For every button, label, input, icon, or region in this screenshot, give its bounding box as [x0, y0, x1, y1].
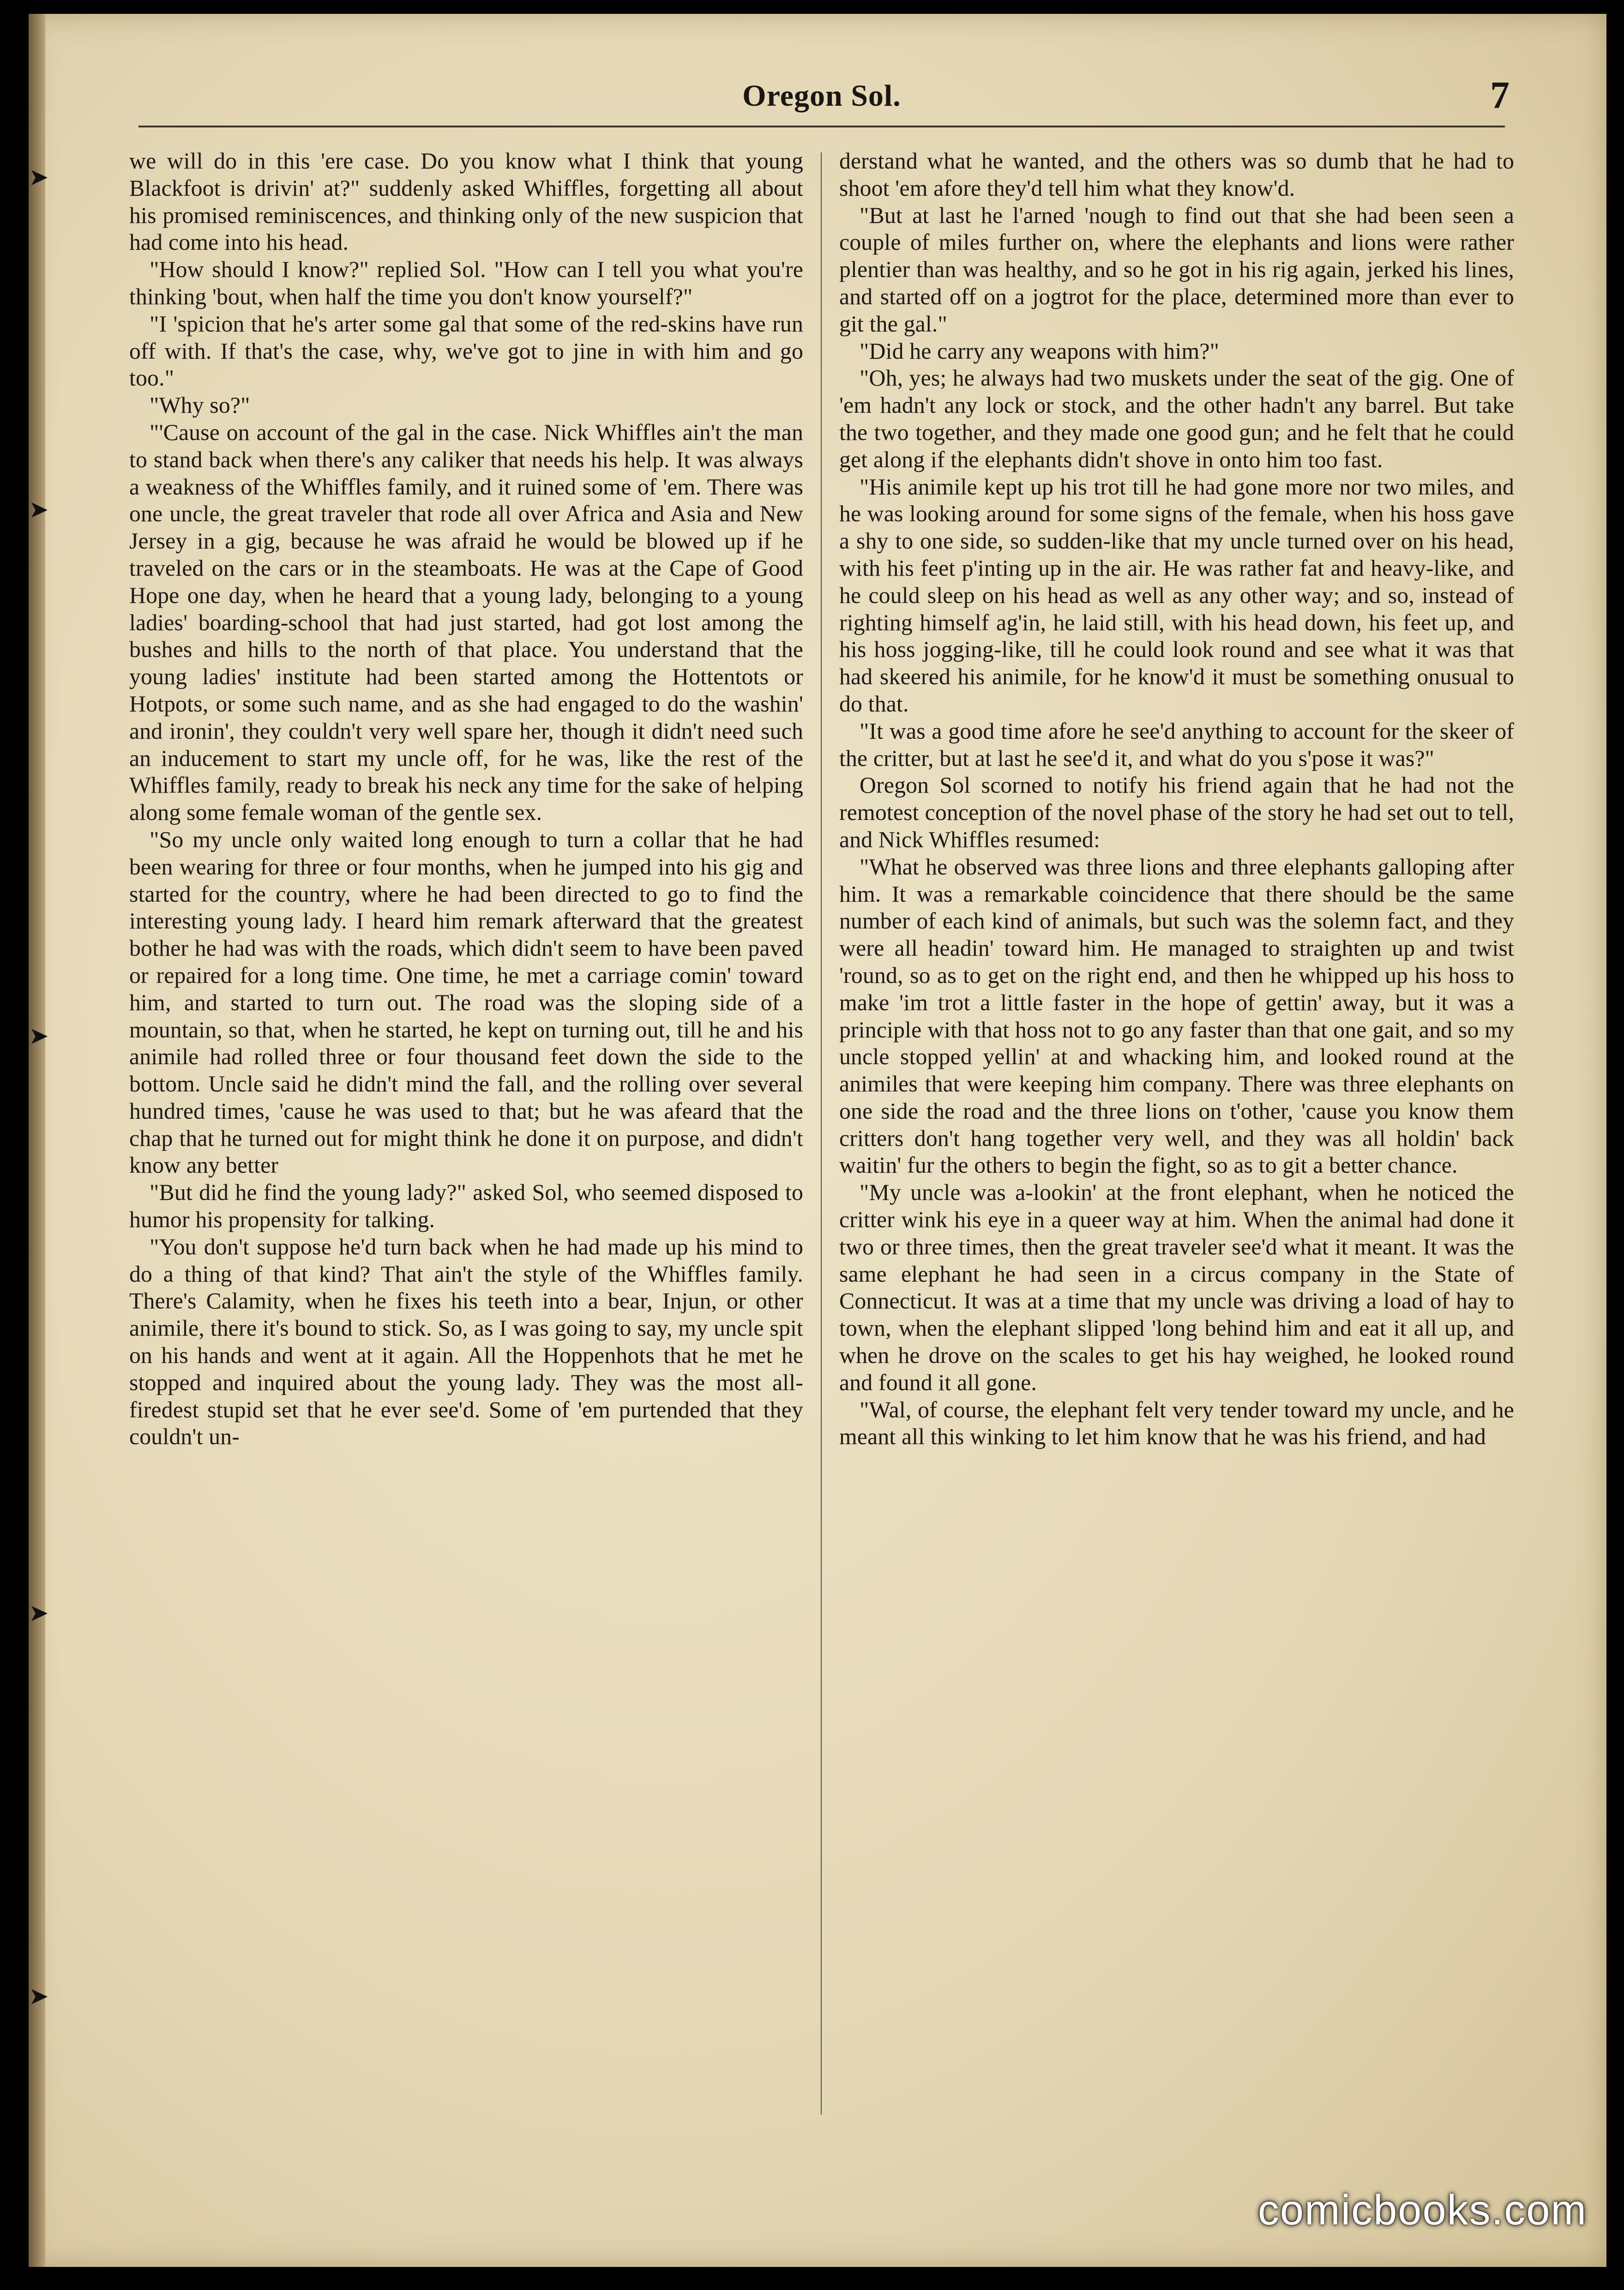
binding-stitch-icon: ➤ [29, 496, 49, 524]
paragraph: "It was a good time afore he see'd anything to account for the skeer of the critter, but at last he see'd it, and what do you s'pose it was?" [839, 718, 1514, 771]
page-number: 7 [1490, 74, 1510, 117]
paragraph: "His animile kept up his trot till he had gone more nor two miles, and he was looking around for some signs of the female, when his hoss gave a shy to one side, so sudden-like that my uncle turned over on his head, with his feet p'inting up in the air. He was rather fat and heavy-like, and he could sleep on his head as well as any other way; and so, instead of righting himself ag'in, he laid still, with his head down, his feet up, and his hoss jogging-like, till he could look round and see what it was that had skeered his animile, for he know'd it must be something onusual to do that. [839, 474, 1514, 717]
binding-stitch-icon: ➤ [29, 1599, 49, 1627]
binding-stitch-icon: ➤ [29, 163, 49, 191]
right-text-column [839, 148, 1514, 2119]
paragraph: "Oh, yes; he always had two muskets under the seat of the gig. One of 'em hadn't any lock or stock, and the other hadn't any barrel. But take the two together, and they made one good gun; and he felt that he could get along if the elephants didn't shove in onto him too fast. [839, 365, 1514, 472]
paragraph: "You don't suppose he'd turn back when he had made up his mind to do a thing of that kind? That ain't the style of the Whiffles family. There's Calamity, when he fixes his teeth into a bear, Injun, or other animile, there it's bound to stick. So, as I was going to say, my uncle spit on his hands and went at it again. All the Hoppenhots that he met he stopped and inquired about the young lady. They was the most all-firedest stupid set that he ever see'd. Some of 'em purtended that they couldn't un- [129, 1234, 803, 1450]
binding-stitch-icon: ➤ [29, 1983, 49, 2010]
paragraph: "My uncle was a-lookin' at the front elephant, when he noticed the critter wink his eye in a queer way at him. When the animal had done it two or three times, then the great traveler see'd what it meant. It was the same elephant he had seen in a circus company in the State of Connecticut. It was at a time that my uncle was driving a load of hay to town, when the elephant slipped 'long behind him and eat it all up, and when he drove on the scales to get his hay weighed, he looked round and found it all gone. [839, 1180, 1514, 1395]
header-rule [138, 126, 1505, 127]
column-divider [821, 152, 822, 2115]
page-header [138, 69, 1510, 125]
paragraph: "Why so?" [150, 392, 250, 418]
paragraph: Oregon Sol scorned to notify his friend again that he had not the remotest conception of the novel phase of the story he had set out to tell, and Nick Whiffles resumed: [839, 772, 1514, 852]
binding-stitch-icon: ➤ [29, 1022, 49, 1050]
paragraph: "Wal, of course, the elephant felt very tender toward my uncle, and he meant all this winking to let him know that he was his friend, and had [839, 1397, 1514, 1450]
paragraph: "But did he find the young lady?" asked Sol, who seemed disposed to humor his propensity for talking. [129, 1180, 803, 1233]
page-title: Oregon Sol. [742, 79, 901, 113]
left-text-column [129, 148, 803, 2119]
page-binding-edge [29, 14, 45, 2267]
paragraph: we will do in this 'ere case. Do you know what I think that young Blackfoot is drivin' at?" suddenly asked Whiffles, forgetting all about his promised reminiscences, and thinking only of the new suspicion that had come into his head. [129, 148, 803, 255]
paragraph: "What he observed was three lions and three elephants galloping after him. It was a remarkable coincidence that there should be the same number of each kind of animals, but such was the solemn fact, and they were all headin' toward him. He managed to straighten up and twist 'round, so as to get on the right end, and then he whipped up his hoss to make 'im trot a little faster in the hope of gettin' away, but it was a principle with that hoss not to go any faster than that one gait, and so my uncle stopped yellin' at and whacking him, and looked round at the animiles that were keeping him company. There was three elephants on one side the road and the three lions on t'other, 'cause you know them critters don't hang together very well, and they was all holdin' back waitin' fur the others to begin the fight, so as to git a better chance. [839, 854, 1514, 1178]
site-watermark: comicbooks.com [1257, 2187, 1587, 2234]
paragraph: "I 'spicion that he's arter some gal that some of the red-skins have run off with. If that's the case, why, we've got to jine in with him and go too." [129, 311, 803, 391]
paragraph: "But at last he l'arned 'nough to find out that she had been seen a couple of miles further on, where the elephants and lions were rather plentier than was healthy, and so he got in his rig again, jerked his lines, and started off on a jogtrot for the place, determined more than ever to git the gal." [839, 202, 1514, 337]
paragraph: "How should I know?" replied Sol. "How can I tell you what you're thinking 'bout, when half the time you don't know yourself?" [129, 257, 803, 309]
paragraph: "So my uncle only waited long enough to turn a collar that he had been wearing for three or four months, when he jumped into his gig and started for the country, where he had been directed to go to find the interesting young lady. I heard him remark afterward that the greatest bother he had was with the roads, which didn't seem to have been paved or repaired for a long time. One time, he met a carriage comin' toward him, and started to turn out. The road was the sloping side of a mountain, so that, when he started, he kept on turning out, till he and his animile had rolled three or four thousand feet down the side to the bottom. Uncle said he didn't mind the fall, and the rolling over several hundred times, 'cause he was used to that; but he was afeard that the chap that he turned out for might think he done it on purpose, and didn't know any better [129, 826, 803, 1178]
paragraph: "'Cause on account of the gal in the case. Nick Whiffles ain't the man to stand back when there's any caliker that needs his help. It was always a weakness of the Whiffles family, and it ruined some of 'em. There was one uncle, the great traveler that rode all over Africa and Asia and New Jersey in a gig, because he was afraid he would be blowed up if he traveled on the cars or in the steamboats. He was at the Cape of Good Hope one day, when he heard that a young lady, belonging to a young ladies' boarding-school that had just started, had got lost among the bushes and hills to the north of that place. You understand that the young ladies' institute had been started among the Hottentots or Hotpots, or some such name, and as she had engaged to do the washin' and ironin', they couldn't very well spare her, though it didn't need such an inducement to start my uncle off, for he was, like the rest of the Whiffles family, ready to break his neck any time for the sake of helping along some female woman of the gentle sex. [129, 419, 803, 826]
paragraph: derstand what he wanted, and the others was so dumb that he had to shoot 'em afore they'd tell him what they know'd. [839, 148, 1514, 201]
paragraph: "Did he carry any weapons with him?" [860, 338, 1220, 364]
